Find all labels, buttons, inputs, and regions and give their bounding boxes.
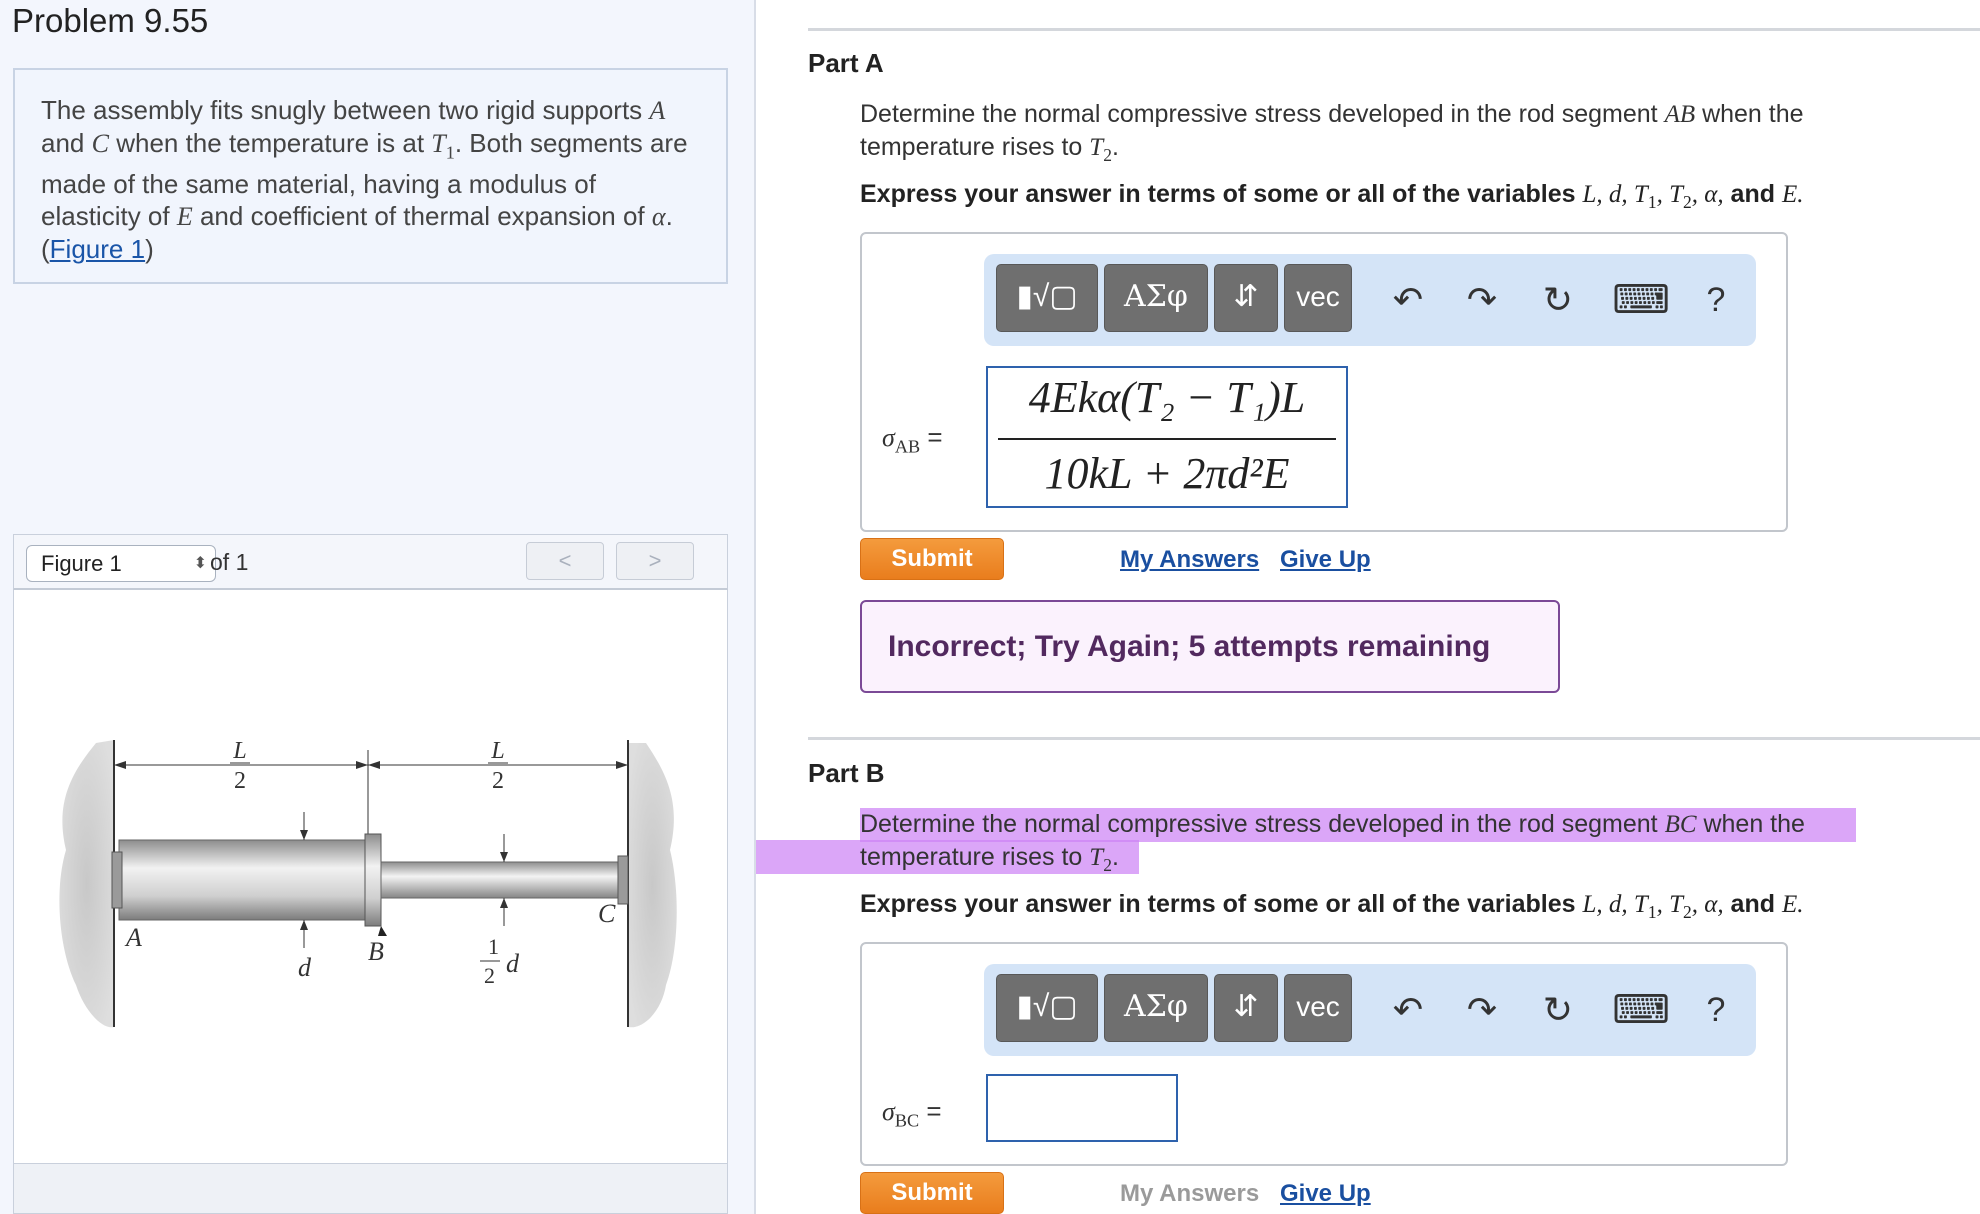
part-a-instruction: Express your answer in terms of some or all of the variables L, d, $T_1$, $T_2$, α, and E. (860, 180, 1804, 213)
previous-figure-button[interactable]: < (526, 542, 604, 580)
reset-icon[interactable]: ↻ (1542, 279, 1574, 320)
arrows-button[interactable]: ⇵ (1214, 264, 1278, 332)
next-figure-button[interactable]: > (616, 542, 694, 580)
label-l-second: L (491, 738, 505, 764)
problem-panel (0, 0, 756, 1214)
part-b-divider (808, 737, 1980, 740)
part-a-give-up-link[interactable]: Give Up (1280, 546, 1371, 573)
part-b-my-answers-link: My Answers (1120, 1180, 1260, 1207)
var-a: A (649, 96, 666, 125)
part-a-question: Determine the normal compressive stress developed in the rod segment AB when the temperature rises to $T_2$. (860, 100, 1804, 166)
templates-button[interactable]: ▮√▢ (996, 974, 1098, 1042)
part-b-title: Part B (808, 758, 885, 788)
undo-icon[interactable]: ↶ (1392, 279, 1424, 320)
part-b-give-up-link[interactable]: Give Up (1280, 1180, 1371, 1207)
templates-button[interactable]: ▮√▢ (996, 264, 1098, 332)
vector-button[interactable]: vec (1284, 974, 1352, 1042)
rod-segment-bc (381, 862, 621, 898)
part-a-divider (808, 28, 1980, 31)
undo-icon[interactable]: ↶ (1392, 989, 1424, 1030)
var-t1: $T_1$ (431, 129, 455, 163)
fraction-bar (998, 438, 1336, 440)
figure-footer (13, 1163, 728, 1214)
greek-symbols-button[interactable]: ΑΣφ (1104, 974, 1208, 1042)
redo-icon[interactable]: ↷ (1466, 279, 1498, 320)
right-support (628, 743, 677, 1027)
part-a-title: Part A (808, 48, 884, 78)
vector-button[interactable]: vec (1284, 264, 1352, 332)
reset-icon[interactable]: ↻ (1542, 989, 1574, 1030)
feedback-message: Incorrect; Try Again; 5 attempts remaining (860, 600, 1560, 693)
label-c: C (598, 899, 616, 928)
problem-title: Problem 9.55 (12, 2, 209, 39)
keyboard-icon[interactable]: ⌨ (1612, 988, 1670, 1032)
part-b-answer-box (860, 942, 1788, 1166)
greek-symbols-button[interactable]: ΑΣφ (1104, 264, 1208, 332)
var-e: E (176, 202, 193, 232)
figure-navigation (13, 534, 728, 590)
svg-text:2: 2 (492, 768, 504, 794)
redo-icon[interactable]: ↷ (1466, 989, 1498, 1030)
part-b-answer-input[interactable] (986, 1074, 1178, 1142)
select-arrows-icon: ⬍ (193, 555, 207, 572)
part-a-submit-button[interactable]: Submit (860, 538, 1004, 580)
flange-b (365, 834, 381, 926)
keyboard-icon[interactable]: ⌨ (1612, 278, 1670, 322)
label-half-d: d (506, 949, 519, 978)
left-support (59, 740, 114, 1027)
part-a-answer-box (860, 232, 1788, 532)
figure-image (13, 590, 728, 1165)
part-a-math-toolbar (984, 254, 1756, 346)
part-b-math-toolbar (984, 964, 1756, 1056)
figure-select[interactable]: Figure 1 ⬍ (26, 545, 216, 582)
rod-assembly-diagram (14, 590, 729, 1165)
help-icon[interactable]: ? (1706, 281, 1726, 319)
label-a: A (126, 923, 142, 952)
part-b-sigma-label: $\sigma_{BC}$ = (882, 1096, 942, 1131)
label-l-first: L (233, 738, 247, 764)
var-c: C (91, 129, 109, 158)
svg-text:2: 2 (484, 963, 495, 988)
figure-count: of 1 (210, 549, 249, 575)
part-b-question: Determine the normal compressive stress developed in the rod segment BC when the temperature rises to $T_2$. (860, 810, 1805, 876)
var-alpha: α (651, 202, 666, 232)
part-a-my-answers-link[interactable]: My Answers (1120, 546, 1260, 573)
label-b: B (368, 937, 384, 966)
part-a-answer-input[interactable] (986, 366, 1348, 508)
figure-link[interactable]: Figure 1 (49, 234, 146, 265)
rod-segment-ab (119, 840, 367, 920)
help-icon[interactable]: ? (1706, 991, 1726, 1029)
answer-numerator: 4Ekα(T₂ − T₁)L (1028, 373, 1306, 422)
part-b-submit-button[interactable]: Submit (860, 1172, 1004, 1214)
part-b-instruction: Express your answer in terms of some or all of the variables L, d, $T_1$, $T_2$, α, and E. (860, 890, 1804, 923)
svg-text:2: 2 (234, 768, 246, 794)
problem-statement: The assembly fits snugly between two rigid supports A and C when the temperature is at $T_1$. Both segments are made of the same material, having a modulus of elasticity of E and coefficient of thermal expansion of α. (Figure 1) (13, 68, 728, 284)
answer-denominator: 10kL + 2πd²E (1044, 449, 1290, 498)
arrows-button[interactable]: ⇵ (1214, 974, 1278, 1042)
svg-text:1: 1 (488, 934, 499, 959)
label-d: d (298, 953, 311, 982)
part-a-sigma-label: $\sigma_{AB}$ = (882, 422, 943, 457)
